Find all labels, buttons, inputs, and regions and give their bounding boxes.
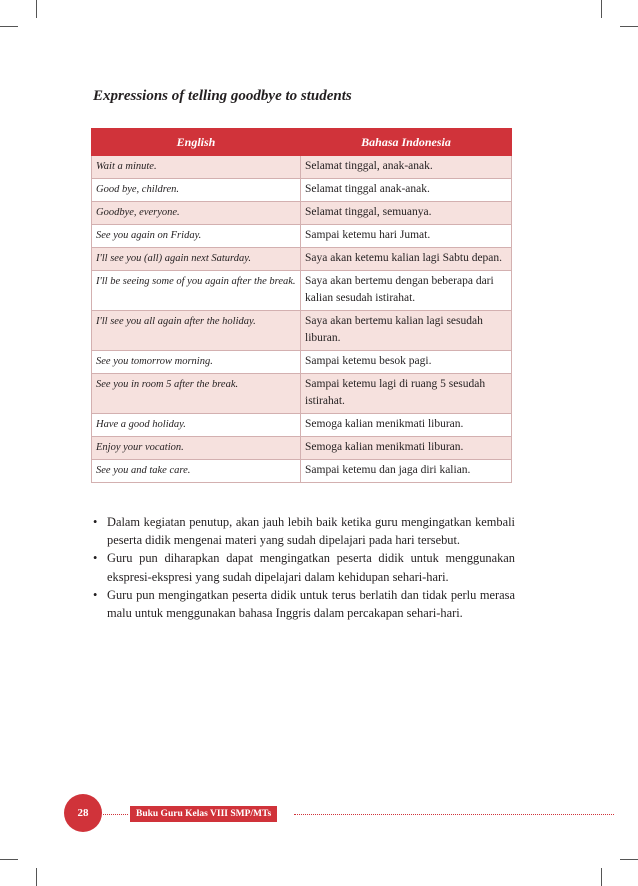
crop-mark — [620, 26, 638, 27]
footer-divider — [103, 814, 128, 815]
table-row — [92, 179, 512, 202]
bullet-icon: • — [93, 515, 98, 529]
indonesian-cell: Sampai ketemu hari Jumat. — [301, 225, 512, 248]
bullet-icon: • — [93, 587, 98, 602]
english-cell: I'll see you (all) again next Saturday. — [92, 248, 301, 271]
teacher-notes-list — [93, 513, 515, 622]
note-text: Guru pun mengingatkan peserta didik untuk terus berlatih dan tidak perlu merasa malu untuk menggunakan bahasa Inggris dalam percakapan sehari-hari. — [107, 587, 515, 621]
crop-mark — [0, 859, 18, 860]
page-number: 28 — [77, 807, 89, 819]
table-row — [92, 271, 512, 311]
english-cell: Have a good holiday. — [92, 414, 301, 437]
crop-mark — [36, 868, 37, 886]
note-text: Guru pun diharapkan dapat mengingatkan peserta didik untuk menggunakan ekspresi-ekspresi yang sudah dipelajari dalam kehidupan sehari-hari. — [107, 551, 515, 584]
table-row — [92, 311, 512, 351]
table-row — [92, 156, 512, 179]
table-row — [92, 225, 512, 248]
indonesian-cell: Saya akan bertemu kalian lagi sesudah liburan. — [301, 311, 512, 351]
indonesian-cell: Semoga kalian menikmati liburan. — [301, 437, 512, 460]
footer-book-title: Buku Guru Kelas VIII SMP/MTs — [130, 806, 277, 822]
footer-divider — [294, 814, 614, 815]
indonesian-cell: Semoga kalian menikmati liburan. — [301, 414, 512, 437]
crop-mark — [601, 868, 602, 886]
note-text: Dalam kegiatan penutup, akan jauh lebih baik ketika guru mengingatkan kembali peserta didik mengenai materi yang sudah dipelajari pada hari tersebut. — [107, 515, 515, 548]
indonesian-cell: Selamat tinggal, semuanya. — [301, 202, 512, 225]
english-cell: Wait a minute. — [92, 156, 301, 179]
table-row — [92, 414, 512, 437]
list-item — [93, 549, 515, 585]
english-cell: See you in room 5 after the break. — [92, 374, 301, 414]
indonesian-cell: Sampai ketemu lagi di ruang 5 sesudah istirahat. — [301, 374, 512, 414]
table-row — [92, 351, 512, 374]
indonesian-cell: Selamat tinggal anak-anak. — [301, 179, 512, 202]
english-cell: See you again on Friday. — [92, 225, 301, 248]
table-row — [92, 437, 512, 460]
table-row — [92, 460, 512, 483]
goodbye-expressions-table — [91, 128, 512, 483]
table-row — [92, 248, 512, 271]
column-header-bahasa: Bahasa Indonesia — [301, 129, 512, 156]
column-header-english: English — [92, 129, 301, 156]
indonesian-cell: Selamat tinggal, anak-anak. — [301, 156, 512, 179]
english-cell: Goodbye, everyone. — [92, 202, 301, 225]
table-row — [92, 202, 512, 225]
english-cell: I'll see you all again after the holiday. — [92, 311, 301, 351]
list-item — [93, 513, 515, 549]
english-cell: I'll be seeing some of you again after the break. — [92, 271, 301, 311]
english-cell: Good bye, children. — [92, 179, 301, 202]
indonesian-cell: Saya akan bertemu dengan beberapa dari kalian sesudah istirahat. — [301, 271, 512, 311]
crop-mark — [601, 0, 602, 18]
crop-mark — [0, 26, 18, 27]
indonesian-cell: Sampai ketemu besok pagi. — [301, 351, 512, 374]
list-item — [93, 586, 515, 622]
indonesian-cell: Sampai ketemu dan jaga diri kalian. — [301, 460, 512, 483]
bullet-icon: • — [93, 551, 98, 566]
indonesian-cell: Saya akan ketemu kalian lagi Sabtu depan. — [301, 248, 512, 271]
english-cell: See you and take care. — [92, 460, 301, 483]
crop-mark — [620, 859, 638, 860]
page-number-badge — [64, 794, 102, 832]
table-row — [92, 374, 512, 414]
crop-mark — [36, 0, 37, 18]
english-cell: Enjoy your vocation. — [92, 437, 301, 460]
table-header-row — [92, 129, 512, 156]
section-title: Expressions of telling goodbye to students — [93, 88, 352, 104]
english-cell: See you tomorrow morning. — [92, 351, 301, 374]
